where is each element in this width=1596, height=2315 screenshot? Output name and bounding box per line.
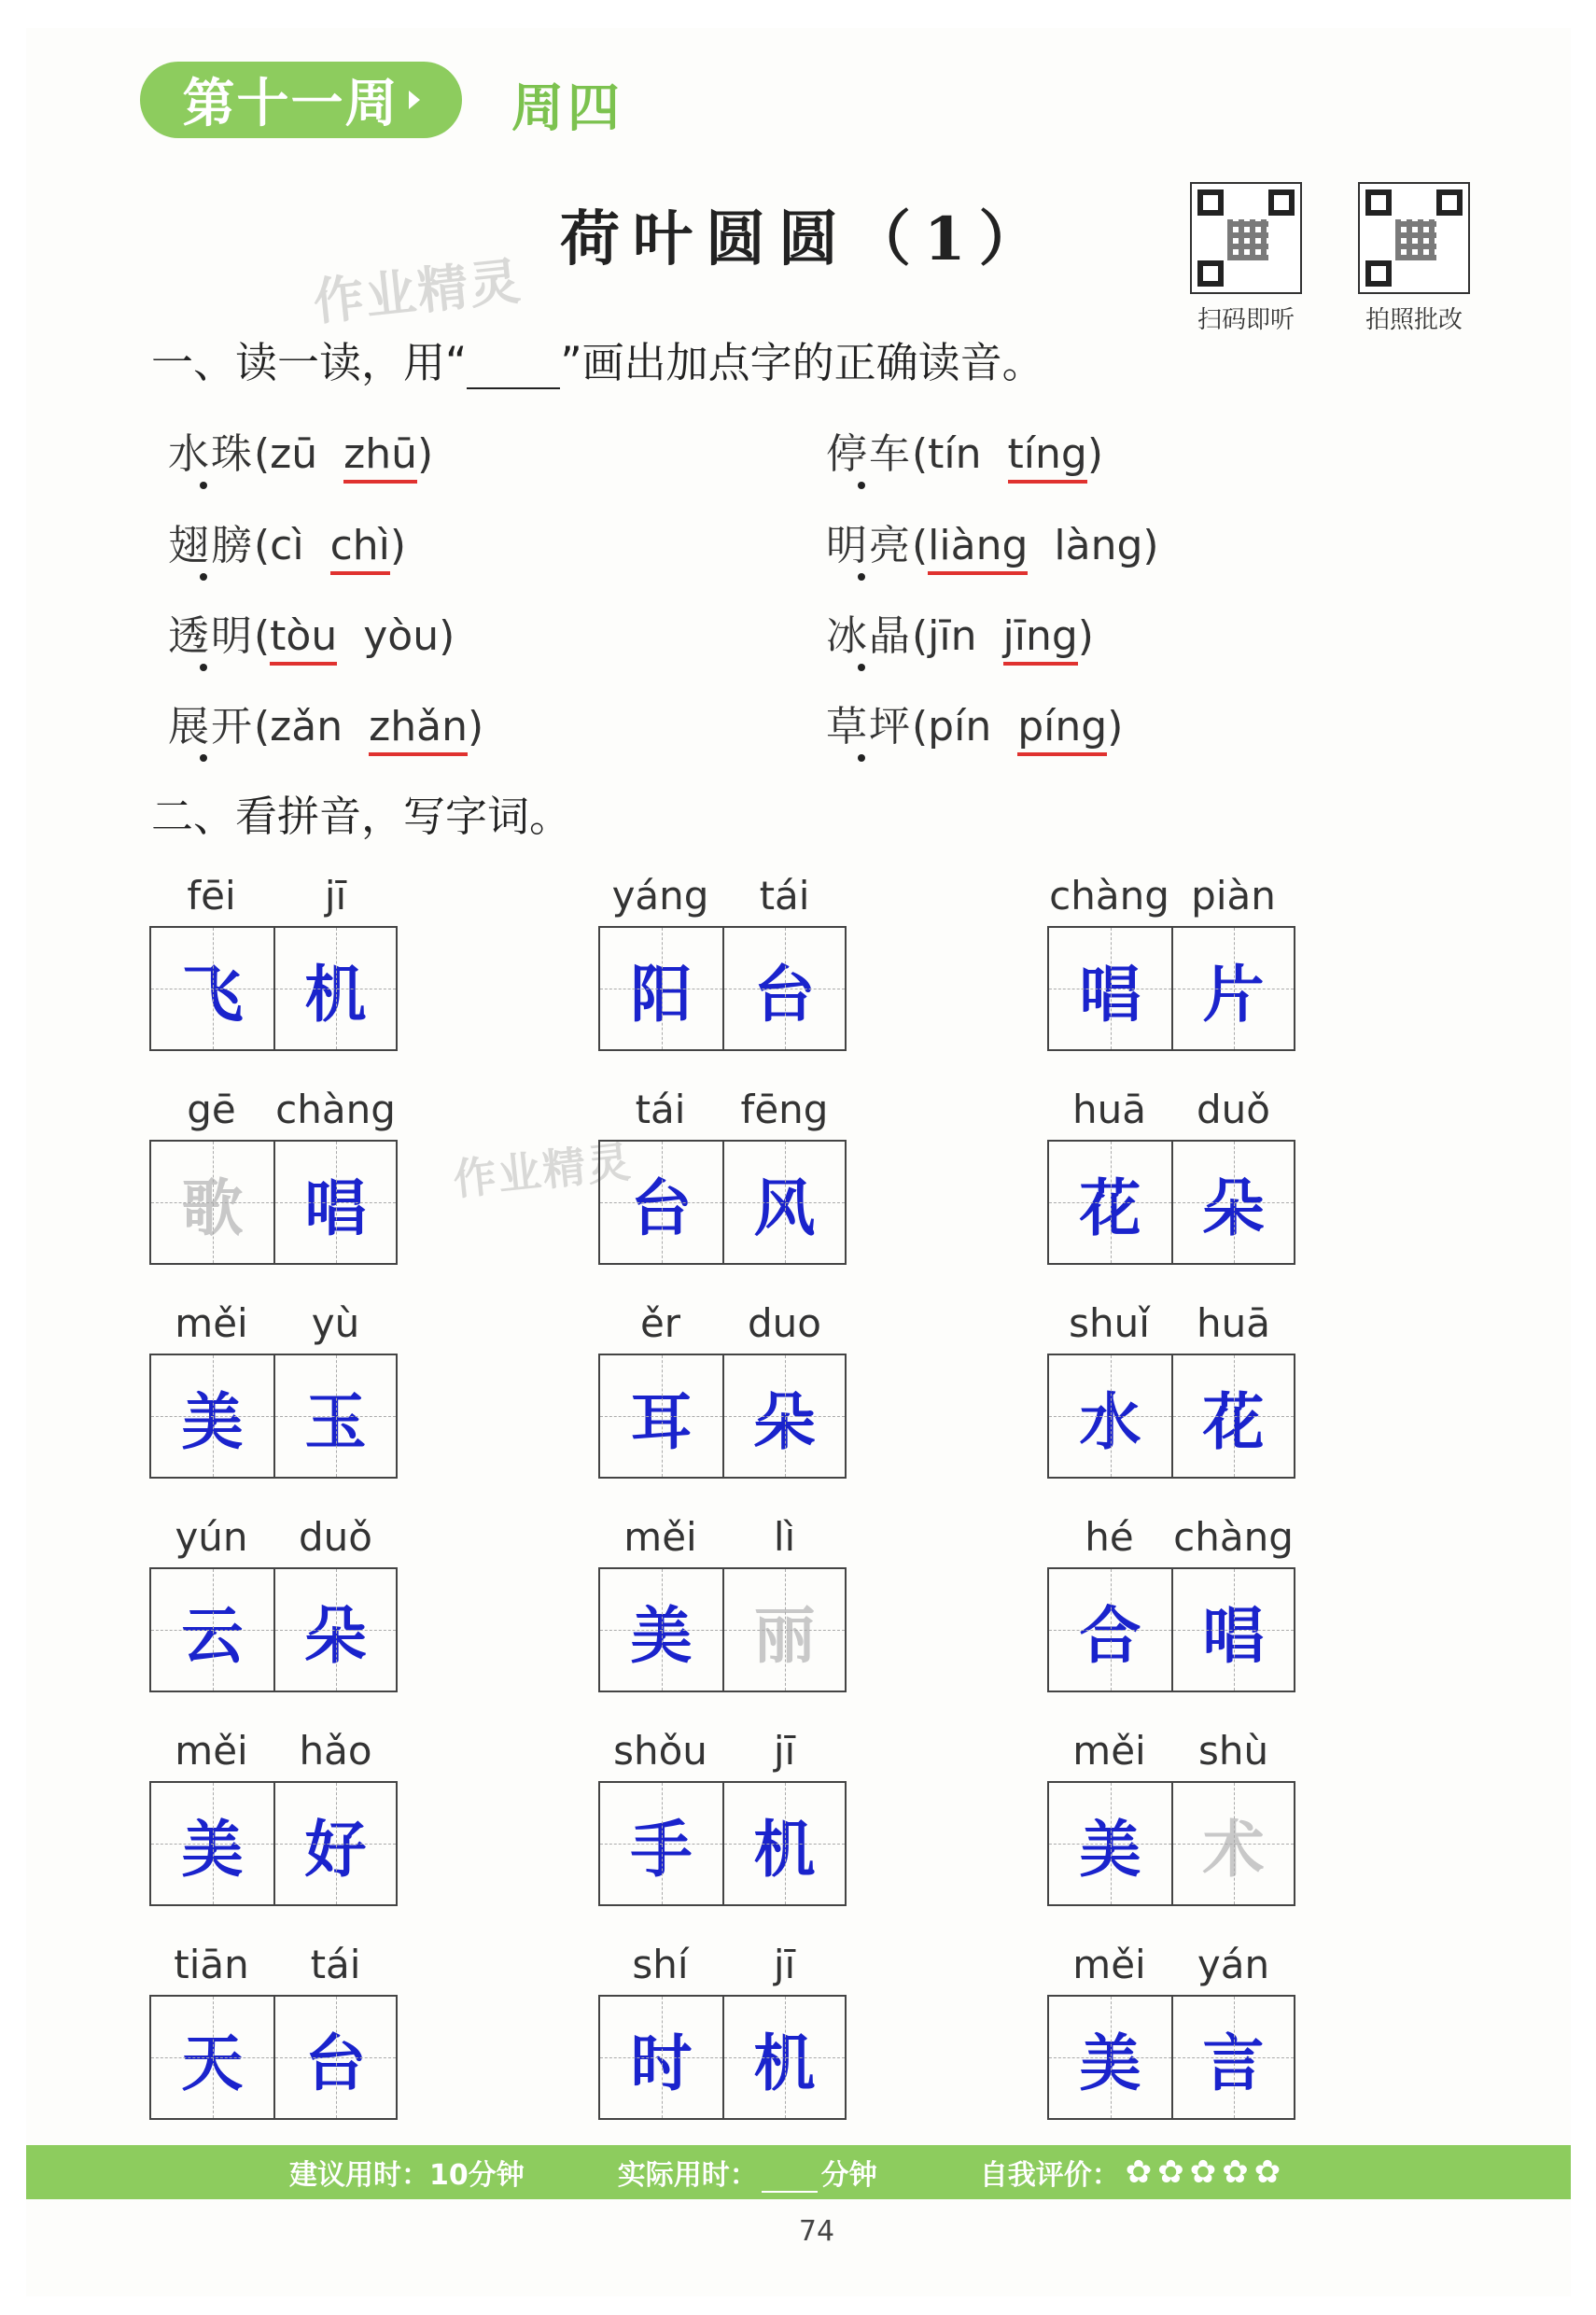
pinyin: měi [175, 1728, 248, 1774]
pinyin-option-2[interactable]: tíng [1008, 430, 1087, 484]
word-writing-pair [598, 1935, 847, 2120]
reading-item: 翅膀 (cì chì) [168, 512, 406, 575]
pinyin-option-1[interactable]: tín [928, 430, 982, 478]
flower-star-icon[interactable]: ✿ [1157, 2154, 1184, 2191]
character-box[interactable]: 唱 [1171, 1569, 1294, 1691]
reading-word: 翅膀 [168, 522, 254, 569]
blank-line [467, 356, 560, 389]
pinyin: jī [773, 1942, 796, 1987]
character-box[interactable]: 朵 [273, 1569, 396, 1691]
word-writing-pair [149, 1508, 398, 1692]
week-badge [140, 62, 462, 138]
character-box[interactable]: 台 [273, 1997, 396, 2118]
reading-item: 草坪 (pín píng) [826, 693, 1123, 756]
reading-word: 明亮 [826, 522, 912, 569]
pinyin-option-2[interactable]: yòu [363, 612, 440, 660]
qr-code-listen-icon[interactable] [1190, 182, 1302, 294]
emphasis-dot-icon [200, 482, 207, 489]
word-writing-pair [1047, 1294, 1295, 1479]
week-label: 第十一周 [182, 74, 399, 134]
pinyin-row [598, 1935, 847, 1987]
tianzige-grid [149, 1781, 398, 1906]
character-box[interactable]: 云 [151, 1569, 273, 1691]
pinyin-row [1047, 1508, 1295, 1560]
character-box[interactable]: 唱 [273, 1142, 396, 1263]
word-writing-pair [598, 1721, 847, 1906]
emphasis-dot-icon [858, 664, 865, 671]
character-box[interactable]: 机 [273, 928, 396, 1049]
time-blank[interactable] [762, 2167, 818, 2193]
pinyin-row [598, 866, 847, 919]
tianzige-grid [1047, 1567, 1295, 1692]
character-box[interactable]: 台 [600, 1142, 722, 1263]
pinyin-row [598, 1294, 847, 1346]
reading-item: 水珠 (zū zhū) [168, 420, 433, 484]
character-box[interactable]: 好 [273, 1783, 396, 1904]
character-box[interactable]: 阳 [600, 928, 722, 1049]
emphasis-dot-icon [200, 573, 207, 581]
word-writing-pair [1047, 1935, 1295, 2120]
pinyin-option-2[interactable]: chì [330, 522, 390, 575]
pinyin: duo [748, 1300, 821, 1346]
character-box[interactable]: 风 [722, 1142, 845, 1263]
pinyin-row [1047, 1080, 1295, 1132]
character-box[interactable]: 美 [151, 1783, 273, 1904]
pinyin: chàng [275, 1087, 396, 1132]
pinyin: yáng [611, 873, 709, 919]
qr-caption-grade: 拍照批改 [1365, 306, 1463, 334]
word-writing-pair [598, 1508, 847, 1692]
pinyin: hǎo [299, 1728, 372, 1774]
pinyin-row [598, 1508, 847, 1560]
pinyin-option-2[interactable]: zhū [343, 430, 417, 484]
pinyin: yún [175, 1514, 248, 1560]
pinyin-option-1[interactable]: zǎn [270, 703, 343, 751]
character-box[interactable]: 机 [722, 1783, 845, 1904]
pinyin-row [149, 1721, 398, 1774]
pinyin: shù [1197, 1728, 1269, 1774]
reading-word: 水珠 [168, 430, 254, 478]
character-box[interactable]: 时 [600, 1997, 722, 2118]
pinyin: měi [175, 1300, 248, 1346]
pinyin: yán [1197, 1942, 1270, 1987]
pinyin: piàn [1191, 873, 1276, 919]
pinyin: chàng [1049, 873, 1169, 919]
reading-word: 草坪 [826, 703, 912, 751]
word-writing-pair [598, 866, 847, 1051]
character-box[interactable]: 歌 [151, 1142, 273, 1263]
emphasis-dot-icon [858, 482, 865, 489]
word-writing-pair [149, 866, 398, 1051]
pinyin-option-1[interactable]: zū [270, 430, 318, 478]
character-box[interactable]: 天 [151, 1997, 273, 2118]
pinyin: měi [1072, 1728, 1146, 1774]
character-box[interactable]: 朵 [722, 1355, 845, 1477]
pinyin-option-1[interactable]: jīn [928, 612, 977, 660]
character-box[interactable]: 合 [1049, 1569, 1171, 1691]
character-box[interactable]: 丽 [722, 1569, 845, 1691]
word-writing-pair [149, 1294, 398, 1479]
tianzige-grid [1047, 926, 1295, 1051]
pinyin: tái [310, 1942, 361, 1987]
character-box[interactable]: 飞 [151, 928, 273, 1049]
character-box[interactable]: 片 [1171, 928, 1294, 1049]
word-writing-pair [1047, 1080, 1295, 1265]
pinyin-row [149, 1294, 398, 1346]
tianzige-grid [1047, 1354, 1295, 1479]
word-writing-pair [149, 1721, 398, 1906]
pinyin-option-2[interactable]: píng [1017, 703, 1107, 756]
tianzige-grid [598, 1781, 847, 1906]
pinyin-option-2[interactable]: jīng [1003, 612, 1078, 666]
tianzige-grid [1047, 1781, 1295, 1906]
character-box[interactable]: 朵 [1171, 1142, 1294, 1263]
reading-word: 展开 [168, 703, 254, 751]
pinyin-option-1[interactable]: pín [928, 703, 992, 751]
pinyin-row [149, 1935, 398, 1987]
tianzige-grid [1047, 1995, 1295, 2120]
emphasis-dot-icon [200, 754, 207, 762]
tianzige-grid [149, 1354, 398, 1479]
pinyin-option-1[interactable]: liàng [928, 522, 1028, 575]
pinyin-option-2[interactable]: làng [1054, 522, 1143, 569]
character-box[interactable]: 水 [1049, 1355, 1171, 1477]
emphasis-dot-icon [200, 664, 207, 671]
emphasis-dot-icon [858, 754, 865, 762]
reading-item: 展开 (zǎn zhǎn) [168, 693, 483, 756]
pinyin-option-1[interactable]: tòu [270, 612, 337, 666]
tianzige-grid [598, 1354, 847, 1479]
pinyin-option-1[interactable]: cì [270, 522, 304, 569]
character-box[interactable]: 美 [600, 1569, 722, 1691]
character-box[interactable]: 玉 [273, 1355, 396, 1477]
character-box[interactable]: 言 [1171, 1997, 1294, 2118]
pinyin: duǒ [299, 1514, 372, 1560]
pinyin: shuǐ [1069, 1300, 1150, 1346]
flower-star-icon[interactable]: ✿ [1253, 2154, 1281, 2191]
pinyin: jī [773, 1728, 796, 1774]
pinyin: duǒ [1197, 1087, 1270, 1132]
tianzige-grid [149, 1995, 398, 2120]
pinyin: huā [1072, 1087, 1146, 1132]
pinyin: chàng [1173, 1514, 1294, 1560]
section1-title: 一、读一读，用“ ”画出加点字的正确读音。 [151, 338, 1044, 387]
watermark: 作业精灵 [451, 1136, 635, 1205]
emphasis-dot-icon [858, 573, 865, 581]
reading-word: 停车 [826, 430, 912, 478]
tianzige-grid [598, 1995, 847, 2120]
day-label: 周四 [511, 78, 623, 139]
actual-time: 实际用时： 分钟 [617, 2159, 877, 2192]
pinyin-row [598, 1080, 847, 1132]
reading-word: 透明 [168, 612, 254, 660]
pinyin: jī [324, 873, 347, 919]
pinyin: huā [1197, 1300, 1270, 1346]
word-writing-pair [1047, 1508, 1295, 1692]
character-box[interactable]: 美 [151, 1355, 273, 1477]
suggested-time: 建议用时：10分钟 [289, 2159, 525, 2192]
tianzige-grid [149, 926, 398, 1051]
reading-item: 透明 (tòu yòu) [168, 602, 455, 666]
tianzige-grid [149, 1567, 398, 1692]
pinyin-row [1047, 866, 1295, 919]
pinyin-row [598, 1721, 847, 1774]
reading-item: 停车 (tín tíng) [826, 420, 1103, 484]
watermark: 作业精灵 [310, 251, 525, 332]
character-box[interactable]: 唱 [1049, 928, 1171, 1049]
reading-item: 明亮 (liàng làng) [826, 512, 1159, 575]
footer-bar [26, 2145, 1571, 2199]
pinyin-row [1047, 1294, 1295, 1346]
reading-item: 冰晶 (jīn jīng) [826, 602, 1094, 666]
pinyin: fēng [740, 1087, 829, 1132]
rating-stars[interactable] [1126, 2154, 1281, 2191]
pinyin: ěr [639, 1300, 681, 1346]
flower-star-icon[interactable]: ✿ [1125, 2154, 1153, 2191]
tianzige-grid [598, 1140, 847, 1265]
pinyin: tái [635, 1087, 686, 1132]
character-box[interactable]: 花 [1049, 1142, 1171, 1263]
word-writing-pair [1047, 866, 1295, 1051]
reading-word: 冰晶 [826, 612, 912, 660]
character-box[interactable]: 花 [1171, 1355, 1294, 1477]
pinyin: gē [187, 1087, 236, 1132]
pinyin: tiān [174, 1942, 249, 1987]
lesson-title: 荷叶圆圆（1） [560, 204, 1052, 274]
pinyin-option-2[interactable]: zhǎn [369, 703, 468, 756]
tianzige-grid [1047, 1140, 1295, 1265]
pinyin: lì [773, 1514, 796, 1560]
word-writing-pair [1047, 1721, 1295, 1906]
character-box[interactable]: 术 [1171, 1783, 1294, 1904]
arrow-right-icon [409, 91, 420, 109]
pinyin: shí [632, 1942, 689, 1987]
qr-caption-listen: 扫码即听 [1197, 306, 1295, 334]
section2-title: 二、看拼音，写字词。 [151, 792, 572, 841]
pinyin-row [149, 866, 398, 919]
pinyin-row [1047, 1935, 1295, 1987]
pinyin: měi [1072, 1942, 1146, 1987]
character-box[interactable]: 手 [600, 1783, 722, 1904]
pinyin: yù [311, 1300, 360, 1346]
pinyin-row [149, 1080, 398, 1132]
word-writing-pair [149, 1080, 398, 1265]
qr-code-grade-icon[interactable] [1358, 182, 1470, 294]
pinyin: tái [759, 873, 810, 919]
self-evaluation: 自我评价： ✿ ✿ ✿ ✿ ✿ [979, 2154, 1281, 2192]
pinyin: měi [623, 1514, 697, 1560]
flower-star-icon[interactable]: ✿ [1222, 2154, 1249, 2191]
word-writing-pair [598, 1294, 847, 1479]
word-writing-pair [149, 1935, 398, 2120]
word-writing-pair [598, 1080, 847, 1265]
character-box[interactable]: 机 [722, 1997, 845, 2118]
character-box[interactable]: 台 [722, 928, 845, 1049]
character-box[interactable]: 美 [1049, 1997, 1171, 2118]
pinyin: hé [1085, 1514, 1134, 1560]
character-box[interactable]: 耳 [600, 1355, 722, 1477]
tianzige-grid [598, 926, 847, 1051]
tianzige-grid [598, 1567, 847, 1692]
pinyin-row [149, 1508, 398, 1560]
tianzige-grid [149, 1140, 398, 1265]
pinyin: fēi [187, 873, 236, 919]
pinyin-row [1047, 1721, 1295, 1774]
flower-star-icon[interactable]: ✿ [1189, 2154, 1217, 2191]
page-number: 74 [798, 2215, 835, 2248]
pinyin: shǒu [613, 1728, 707, 1774]
character-box[interactable]: 美 [1049, 1783, 1171, 1904]
